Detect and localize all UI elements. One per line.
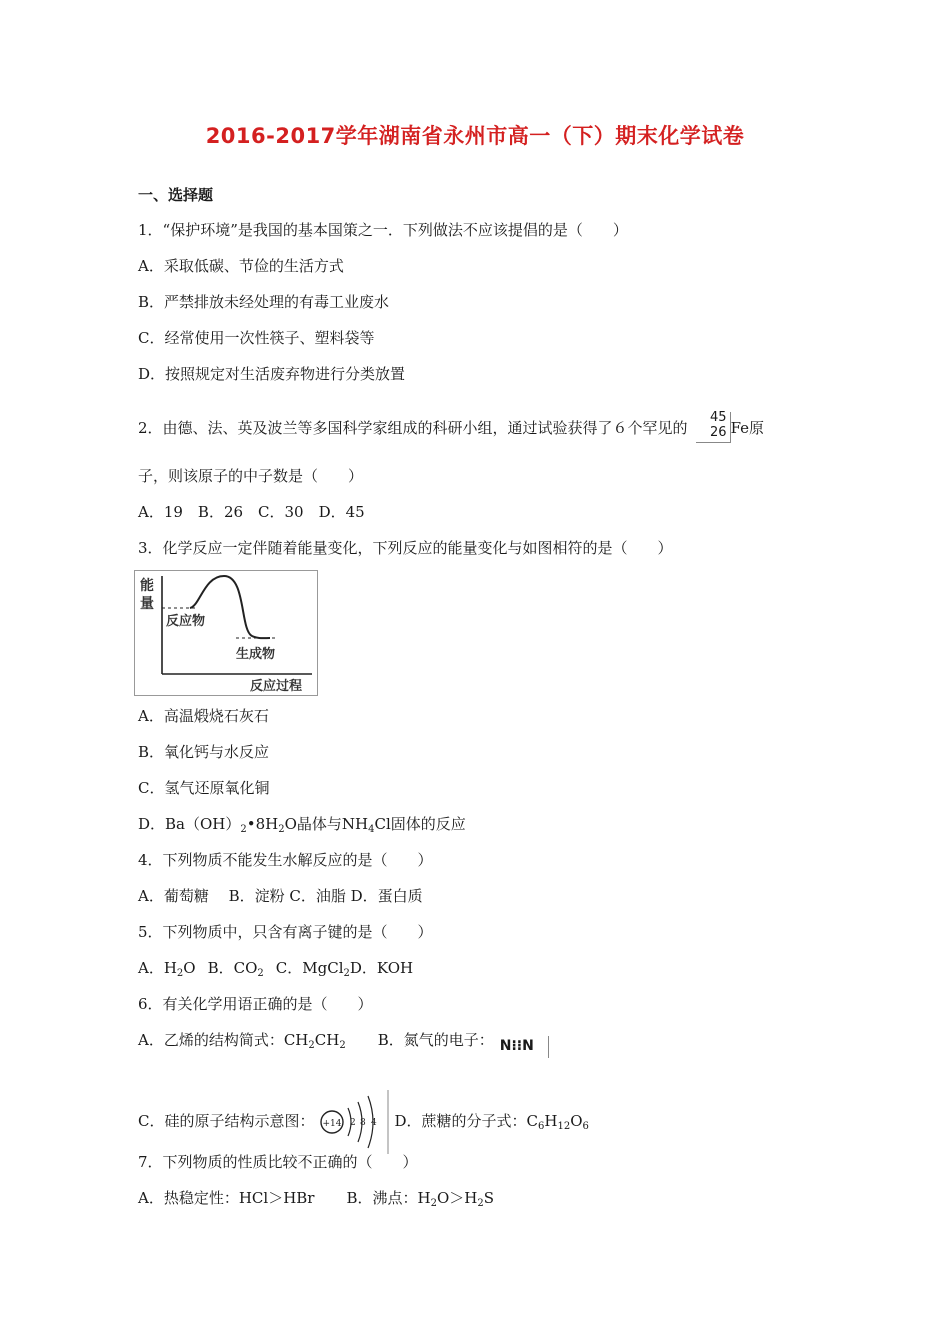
q7-options: A．热稳定性：HCl＞HBr B．沸点：$H_2O>H_2S$ <box>138 1189 494 1209</box>
section-heading: 一、选择题 <box>138 186 214 204</box>
product-label: 生成物 <box>236 647 276 662</box>
q1-option-d: D．按照规定对生活废弃物进行分类放置 <box>138 365 406 383</box>
q4-stem: 4．下列物质不能发生水解反应的是（ ） <box>138 851 433 869</box>
q1-stem: 1．“保护环境”是我国的基本国策之一．下列做法不应该提倡的是（ ） <box>138 221 628 239</box>
q5-stem: 5．下列物质中，只含有离子键的是（ ） <box>138 923 433 941</box>
energy-label-2: 量 <box>140 596 154 612</box>
exam-title: 2016-2017学年湖南省永州市高一（下）期末化学试卷 <box>205 124 745 148</box>
svg-text:+14: +14 <box>322 1119 342 1129</box>
silicon-atom-structure-diagram <box>318 1090 390 1154</box>
iron-isotope-symbol <box>696 412 731 443</box>
svg-text:2: 2 <box>350 1118 357 1128</box>
q3-option-a: A．高温煅烧石灰石 <box>138 707 269 725</box>
q6-options-cd: C．硅的原子结构示意图： +14 2 8 4 D．蔗糖的分子式：$C_6H_{12}O_6$ <box>138 1090 589 1154</box>
svg-text:8: 8 <box>360 1118 367 1128</box>
q2-stem-continued: 子，则该原子的中子数是（ ） <box>138 467 364 485</box>
svg-text:4: 4 <box>371 1118 378 1128</box>
energy-diagram-figure <box>134 570 318 696</box>
q4-options: A．葡萄糖 B．淀粉 C．油脂 D．蛋白质 <box>138 887 423 905</box>
reactant-label: 反应物 <box>166 614 206 629</box>
q1-option-b: B．严禁排放未经处理的有毒工业废水 <box>138 293 390 311</box>
isotope-atomic-number: 26 <box>710 425 727 440</box>
q3-option-c: C．氢气还原氧化铜 <box>138 779 270 797</box>
q1-option-a: A．采取低碳、节俭的生活方式 <box>138 257 344 275</box>
q2-stem-text-end: Fe原 <box>730 419 765 437</box>
reaction-process-label: 反应过程 <box>250 679 303 694</box>
q7-stem: 7．下列物质的性质比较不正确的（ ） <box>138 1153 418 1171</box>
q2-options: A．19 B．26 C．30 D．45 <box>138 503 365 521</box>
q6-options-ab: A．乙烯的结构简式：$CH_2CH_2$ B．氮气的电子： N⁝⁝N <box>138 1030 549 1058</box>
q3-option-d: D．$Ba(OH)_2•8H_2O$晶体与$NH_4Cl$固体的反应 <box>138 815 466 835</box>
energy-diagram <box>134 570 318 696</box>
q6-stem: 6．有关化学用语正确的是（ ） <box>138 995 373 1013</box>
q1-option-c: C．经常使用一次性筷子、塑料袋等 <box>138 329 375 347</box>
energy-label-1: 能 <box>140 578 154 594</box>
nitrogen-electron-formula: N⁝⁝N <box>500 1036 549 1058</box>
q2-stem <box>138 412 764 443</box>
q3-stem: 3．化学反应一定伴随着能量变化，下列反应的能量变化与如图相符的是（ ） <box>138 539 673 557</box>
q2-stem-text: 2．由德、法、英及波兰等多国科学家组成的科研小组，通过试验获得了６个罕见的 <box>138 419 688 437</box>
q5-options: A．$H_2O$ B．$CO_2$ C．MgCl$_2$D．KOH <box>138 959 414 979</box>
q3-option-b: B．氧化钙与水反应 <box>138 743 270 761</box>
isotope-mass-number: 45 <box>710 410 727 425</box>
